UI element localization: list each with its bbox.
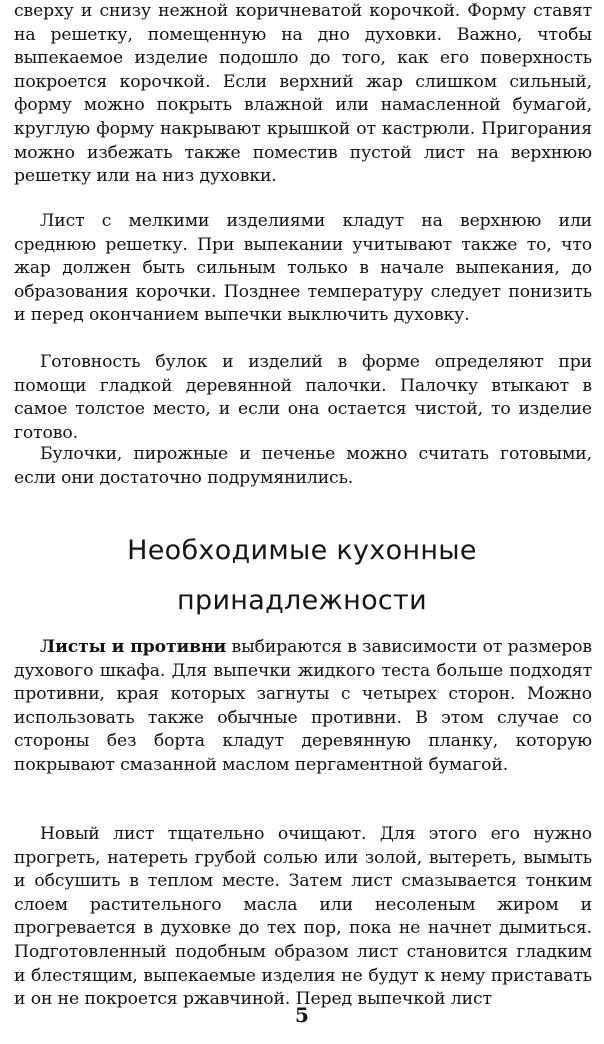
paragraph-buns: Булочки, пирожные и печенье можно считать готовыми, если они достаточно подрумянились. [14,444,592,488]
paragraph-new-sheet: Новый лист тщательно очищают. Для этого его нужно прогреть, натереть грубой солью или золой, вытереть, вымыть и обсушить в теплом месте. Затем лист смазывается тонким слоем растительного масла или несоленым жиром и прогревается в духовке до тех пор, пока не начнет дымиться. Подготовленный подобным образом лист становится гладким и блестящим, выпекаемые изделия не будут к нему приставать и он не покроется ржавчиной. Перед выпечкой лист [14,824,592,1010]
paragraph-baking-sheet: Лист с мелкими изделиями кладут на верхнюю или среднюю решетку. При выпекании учитывают также то, что жар должен быть сильным только в начале выпекания, до образования корочки. Позднее температуру следует понизить и перед окончанием выпечки выключить духовку. [14,211,592,326]
paragraph-readiness: Готовность булок и изделий в форме определяют при помощи гладкой деревянной палочки. Палочку втыкают в самое толстое место, и если она остается чистой, то изделие готово. [14,352,592,443]
section-heading-line-1: Необходимые кухонные [127,535,477,566]
term-sheets-and-pans: Листы и противни [40,637,227,657]
paragraph-sheets-and-pans [14,636,592,778]
page-number: 5 [295,1003,309,1027]
paragraph-continuation: сверху и снизу нежной коричневатой корочкой. Форму ставят на решетку, помещенную на дно духовки. Важно, чтобы выпекаемое изделие подошло до того, как его поверхность покроется корочкой. Если верхний жар слишком сильный, форму можно покрыть влажной или намасленной бумагой, круглую форму накрывают крышкой от кастрюли. Пригорания можно избежать также поместив пустой лист на верхнюю решетку или на низ духовки. [14,1,592,187]
paragraph-sheets-and-pans-text: выбираются в зависимости от размеров духового шкафа. Для выпечки жидкого теста больше подходят противни, края которых загнуты с четырех сторон. Можно использовать также обычные противни. В этом случае со стороны без борта кладут деревянную планку, которую покрывают смазанной маслом пергаментной бумагой. [14,637,592,775]
section-heading-line-2: принадлежности [177,585,427,616]
